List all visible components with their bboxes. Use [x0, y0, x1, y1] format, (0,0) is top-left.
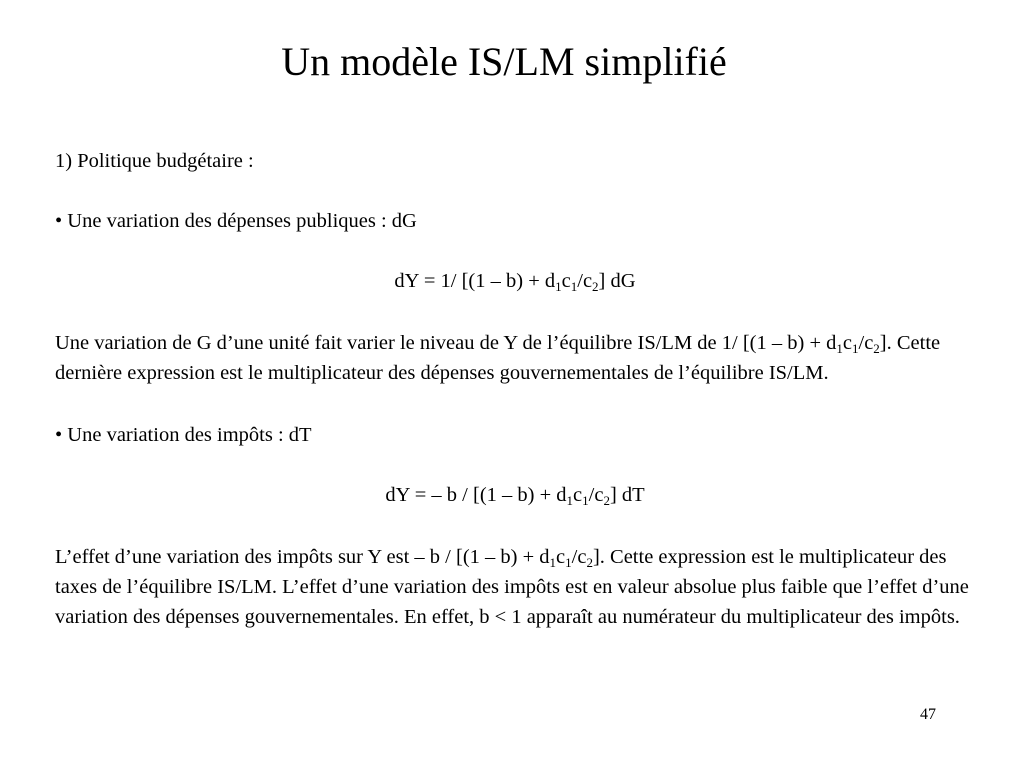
paragraph-1-sub-3: 2 [873, 341, 880, 356]
paragraph-tax-explanation [55, 542, 975, 632]
paragraph-2-part-c: /c [571, 546, 587, 568]
equation-2-part-a: dY = – b / [(1 – b) + d [385, 484, 567, 506]
equation-1-sub-1: 1 [555, 279, 562, 294]
paragraph-2-sub-2: 1 [565, 555, 572, 570]
bullet-government-spending: • Une variation des dépenses publiques : dG [55, 210, 417, 232]
equation-2-sub-1: 1 [566, 493, 574, 508]
equation-2-part-b: c [573, 484, 583, 506]
paragraph-2-sub-1: 1 [549, 555, 557, 570]
paragraph-1-sub-2: 1 [852, 341, 859, 356]
paragraph-1-part-d: ]. Cette dernière expression est le multiplicateur des dépenses gouvernementales de l’équilibre IS/LM. [55, 332, 941, 384]
paragraph-2-part-b: c [556, 546, 566, 568]
equation-2-part-c: /c [588, 484, 604, 506]
page-number: 47 [920, 706, 936, 723]
equation-spending-multiplier [55, 266, 975, 296]
equation-1-sub-2: 1 [570, 279, 578, 294]
section-heading: 1) Politique budgétaire : [55, 150, 254, 172]
paragraph-1-sub-1: 1 [836, 341, 843, 356]
equation-1-sub-3: 2 [592, 279, 599, 294]
equation-1-part-d: ] dG [598, 270, 636, 292]
paragraph-1-part-b: c [842, 332, 852, 354]
equation-tax-multiplier [55, 480, 975, 510]
paragraph-2-part-d: ]. Cette expression est le multiplicateur des taxes de l’équilibre IS/LM. L’effet d’une variation des impôts est en valeur absolue plus faible que l’effet d’une variation des dépenses gouvernementales. En effet, b < 1 apparaît au numérateur du multiplicateur des impôts. [55, 546, 969, 628]
paragraph-spending-explanation [55, 328, 975, 388]
equation-1-part-a: dY = 1/ [(1 – b) + d [394, 270, 556, 292]
paragraph-2-sub-3: 2 [586, 555, 593, 570]
paragraph-1-part-c: /c [858, 332, 874, 354]
paragraph-1-part-a: Une variation de G d’une unité fait varier le niveau de Y de l’équilibre IS/LM de 1/ [(1 – b) + d [55, 332, 837, 354]
equation-2-part-d: ] dT [609, 484, 645, 506]
equation-2-sub-2: 1 [582, 493, 589, 508]
slide-body [55, 146, 975, 632]
paragraph-2-part-a: L’effet d’une variation des impôts sur Y est – b / [(1 – b) + d [55, 546, 550, 568]
equation-1-part-b: c [561, 270, 571, 292]
slide-title: Un modèle IS/LM simplifié [281, 39, 727, 84]
equation-2-sub-3: 2 [603, 493, 610, 508]
equation-1-part-c: /c [577, 270, 593, 292]
bullet-taxes: • Une variation des impôts : dT [55, 424, 312, 446]
